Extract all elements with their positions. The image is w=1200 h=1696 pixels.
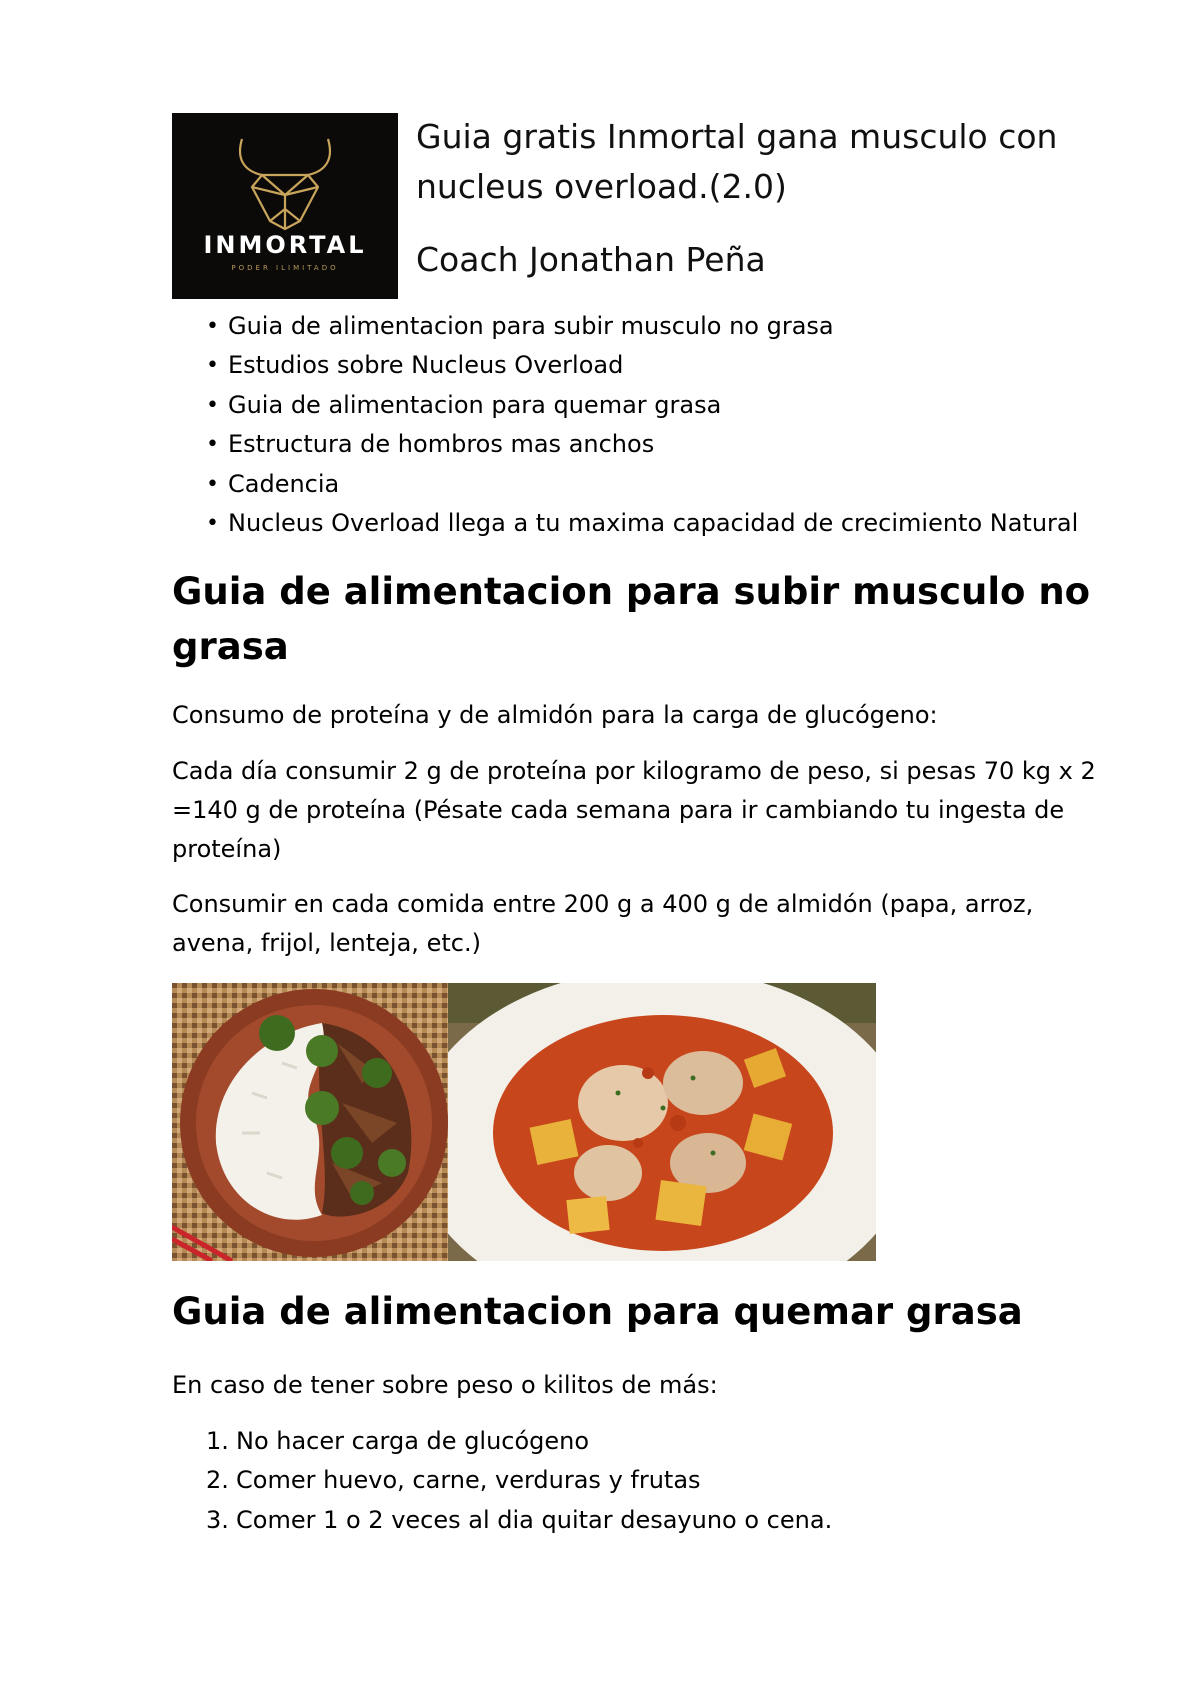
section-heading-muscle: Guia de alimentacion para subir musculo no grasa (172, 570, 1091, 668)
document-title: Guia gratis Inmortal gana musculo con nucleus overload.(2.0) (416, 117, 1058, 206)
toc-item: • Guia de alimentacion para subir musculo no grasa (206, 307, 1078, 346)
toc-item: • Cadencia (206, 465, 1078, 504)
list-number: 3. (206, 1505, 229, 1534)
toc-item: • Guia de alimentacion para quemar grasa (206, 386, 1078, 425)
fat-loss-steps (172, 1422, 832, 1540)
table-of-contents (206, 307, 1078, 543)
document-author: Coach Jonathan Peña (416, 240, 766, 279)
list-number: 1. (206, 1427, 229, 1455)
starch-rule: Consumir en cada comida entre 200 g a 400 g de almidón (papa, arroz, avena, frijol, lenteja, etc.) (172, 890, 1034, 957)
muscle-intro: Consumo de proteína y de almidón para la carga de glucógeno: (172, 701, 938, 729)
list-text: No hacer carga de glucógeno (236, 1427, 590, 1455)
protein-rule: Cada día consumir 2 g de proteína por kilogramo de peso, si pesas 70 kg x 2 =140 g de proteína (Pésate cada semana para ir cambiando tu ingesta de proteína) (172, 757, 1096, 863)
toc-item: • Estructura de hombros mas anchos (206, 425, 1078, 464)
section-heading-fat: Guia de alimentacion para quemar grasa (172, 1290, 1023, 1333)
fat-intro: En caso de tener sobre peso o kilitos de más: (172, 1371, 718, 1399)
logo-wordmark: INMORTAL (203, 231, 367, 259)
list-item (172, 1461, 832, 1500)
list-number: 2. (206, 1466, 229, 1495)
list-item (172, 1501, 832, 1540)
toc-item: • Nucleus Overload llega a tu maxima capacidad de crecimiento Natural (206, 504, 1078, 543)
list-text: Comer huevo, carne, verduras y frutas (236, 1466, 701, 1495)
toc-item: • Estudios sobre Nucleus Overload (206, 346, 1078, 385)
rice-beef-broccoli-photo (172, 983, 448, 1261)
logo-tagline: PODER ILIMITADO (231, 264, 339, 272)
list-item (172, 1422, 832, 1461)
list-text: Comer 1 o 2 veces al dia quitar desayuno o cena. (236, 1505, 833, 1534)
inmortal-logo (172, 113, 398, 299)
chicken-potato-stew-photo (448, 983, 876, 1261)
